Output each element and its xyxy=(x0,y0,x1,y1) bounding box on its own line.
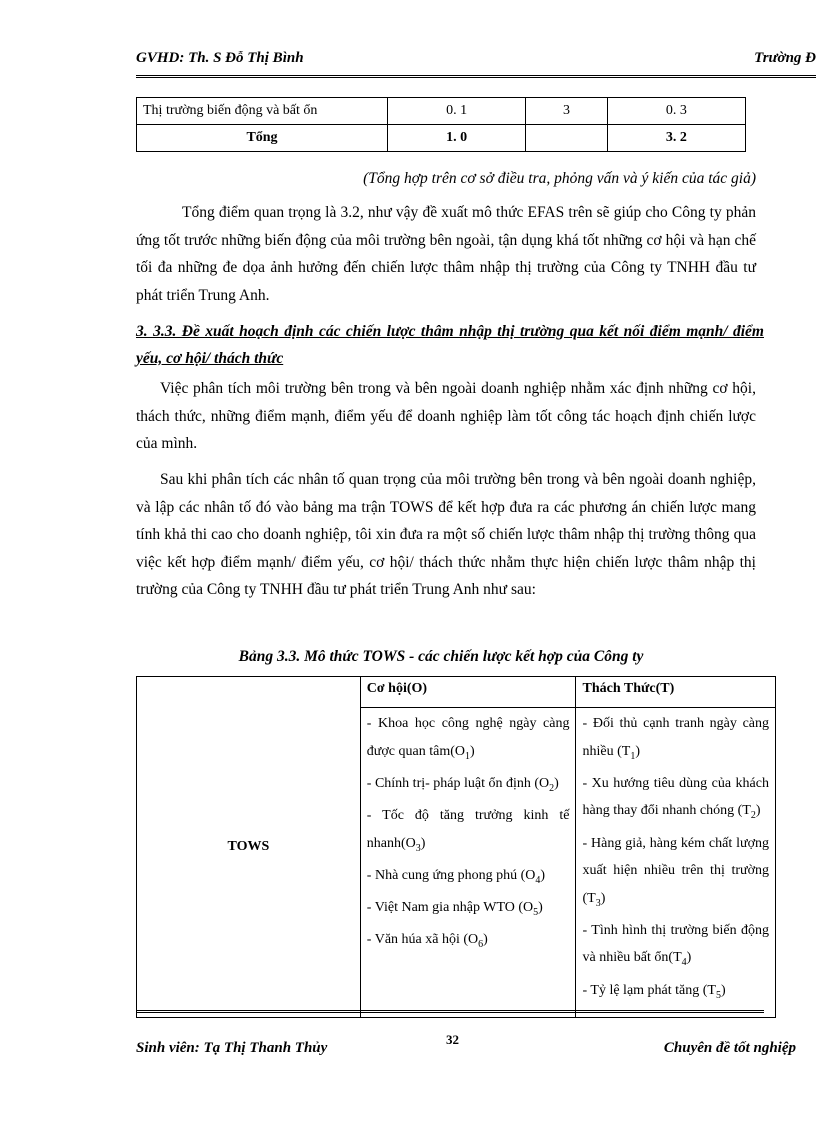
table-cell: 0. 1 xyxy=(388,98,526,125)
table-row xyxy=(137,677,776,708)
table-cell: 3 xyxy=(526,98,607,125)
footer-student: Sinh viên: Tạ Thị Thanh Thủy xyxy=(136,1040,328,1056)
paragraph-analysis: Việc phân tích môi trường bên trong và bên ngoài doanh nghiệp nhằm xác định những cơ hội, thách thức, những điểm mạnh, điểm yếu để doanh nghiệp làm tốt công tác hoạch định chiến lược của mình. xyxy=(136,380,756,452)
footer-divider xyxy=(136,1010,764,1013)
threats-list xyxy=(576,708,776,1018)
paragraph-summary: Tổng điểm quan trọng là 3.2, như vậy đề xuất mô thức EFAS trên sẽ giúp cho Công ty phản ứng tốt trước những biến động của môi trường bên ngoài, tận dụng khá tốt những cơ hội và hạn chế tối đa những đe dọa ảnh hưởng đến chiến lược thâm nhập thị trường của Công ty TNHH đầu tư phát triển Trung Anh. xyxy=(136,204,756,304)
page-number: 32 xyxy=(446,1032,459,1047)
paragraph-strategy: Sau khi phân tích các nhân tố quan trọng của môi trường bên trong và bên ngoài doanh nghiệp, và lập các nhân tố đó vào bảng ma trận TOWS để kết hợp đưa ra các phương án chiến lược mang tính khả thi cao cho doanh nghiệp, tôi xin đưa ra một số chiến lược thâm nhập thị trường thông qua việc kết hợp điểm mạnh/ điểm yếu, cơ hội/ thách thức nhằm thực hiện chiến lược thâm nhập thị trường của Công ty TNHH đầu tư phát triển Trung Anh như sau: xyxy=(136,471,756,598)
table-cell: Tổng xyxy=(137,125,388,152)
table-cell: 1. 0 xyxy=(388,125,526,152)
opportunities-list xyxy=(360,708,576,1018)
table-row xyxy=(137,125,746,152)
efas-table xyxy=(136,97,746,152)
table-cell: Thị trường biến động và bất ổn xyxy=(137,98,388,125)
table-cell: 3. 2 xyxy=(607,125,745,152)
list-item: - Tốc độ tăng trưởng kinh tế $nhanh(O_3)$ xyxy=(366,808,570,854)
list-item: - Tình hình thị trường biến động và nhiều bất $ổn(T_4)$ xyxy=(582,922,769,969)
list-item: - Nhà cung ứng phong phú $(O_4)$ xyxy=(366,867,546,886)
page-header xyxy=(136,48,816,72)
list-item: - Chính trị- pháp luật ổn định $(O_2)$ xyxy=(366,775,559,794)
list-item: - Xu hướng tiêu dùng của khách hàng thay đổi nhanh chóng $(T_2)$ xyxy=(582,775,769,822)
list-item: - Văn húa xã hội $(O_6)$ xyxy=(366,932,488,951)
header-advisor: GVHD: Th. S Đỗ Thị Bình xyxy=(136,50,304,66)
list-item: - Khoa học công nghệ ngày càng được quan $tâm(O_1)$ xyxy=(366,716,570,762)
section-heading: 3. 3.3. Đề xuất hoạch định các chiến lược thâm nhập thị trường qua kết nối điểm mạnh/ điểm yếu, cơ hội/ thách thức xyxy=(136,323,764,367)
source-note: (Tổng hợp trên cơ sở điều tra, phỏng vấn và ý kiến của tác giả) xyxy=(363,170,756,187)
list-item: - Hàng giả, hàng kém chất lượng xuất hiện nhiều trên thị trường $(T_3)$ xyxy=(582,835,769,909)
list-item: - Tỷ lệ lạm phát tăng $(T_5)$ xyxy=(582,982,726,1001)
table-cell xyxy=(526,125,607,152)
opportunities-header: Cơ hội(O) xyxy=(360,677,576,708)
footer-title: Chuyên đề tốt nghiệp xyxy=(663,1040,796,1056)
threats-header: Thách Thức(T) xyxy=(576,677,776,708)
tows-table xyxy=(136,676,776,1018)
table-caption: Bảng 3.3. Mô thức TOWS - các chiến lược kết hợp của Công ty xyxy=(238,648,644,665)
table-row xyxy=(137,98,746,125)
tows-label: TOWS xyxy=(137,677,361,1018)
list-item: - Việt Nam gia nhập WTO $(O_5)$ xyxy=(366,900,543,918)
table-cell: 0. 3 xyxy=(607,98,745,125)
header-school: Trường Đ xyxy=(754,50,816,66)
header-divider xyxy=(136,75,816,78)
list-item: - Đối thủ cạnh tranh ngày càng nhiều $(T_1)$ xyxy=(582,716,769,762)
